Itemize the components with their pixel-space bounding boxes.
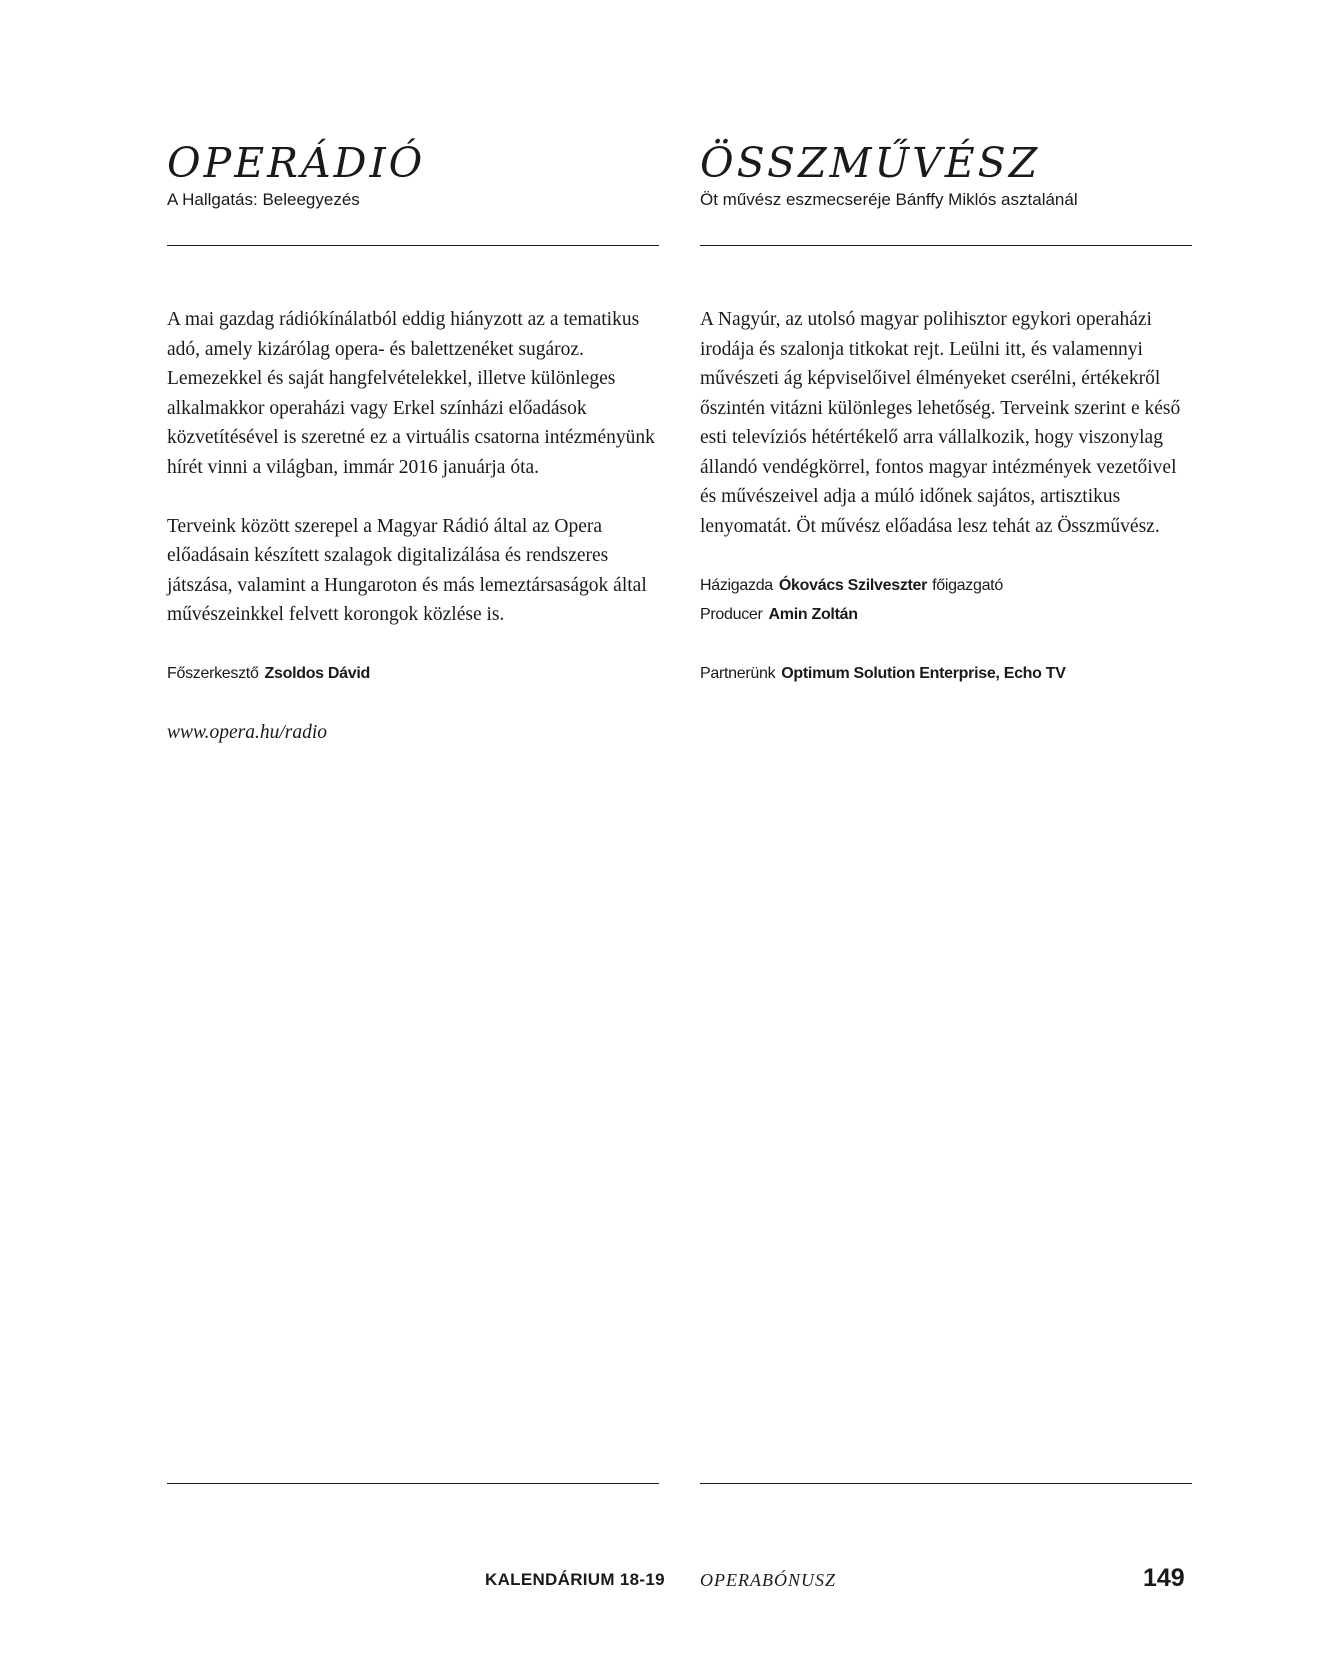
credit-role: főigazgató: [932, 576, 1003, 594]
divider-bottom: [167, 1483, 659, 1484]
credit-name: Zsoldos Dávid: [264, 665, 370, 682]
credits: [167, 659, 659, 689]
credit-line: [167, 659, 659, 689]
website-link[interactable]: www.opera.hu/radio: [167, 722, 327, 743]
page-number: 149: [1143, 1564, 1185, 1592]
section-title: OPERÁDIÓ: [167, 139, 426, 187]
section-subtitle: Öt művész eszmecseréje Bánffy Miklós asztalánál: [700, 190, 1078, 209]
credit-name: Amin Zoltán: [768, 606, 858, 623]
partner-name: Optimum Solution Enterprise, Echo TV: [781, 665, 1066, 682]
paragraph: A mai gazdag rádiókínálatból eddig hiányzott az a tematikus adó, amely kizárólag opera- és balettzenéket sugároz. Lemezekkel és saját hangfelvételekkel, illetve különleges alkalmakkor operaházi vagy Erkel színházi előadások közvetítésével is szeretné ez a virtuális csatorna intézményünk hírét vinni a világban, immár 2016 januárja óta.: [167, 309, 655, 478]
divider-top: [167, 245, 659, 246]
credit-line: [700, 600, 1192, 630]
section-subtitle: A Hallgatás: Beleegyezés: [167, 190, 360, 209]
credit-line: [700, 571, 1192, 601]
credit-label: Házigazda: [700, 576, 773, 594]
credit-name: Ókovács Szilveszter: [778, 576, 928, 594]
partner-label: Partnerünk: [700, 665, 776, 682]
paragraph: Terveink között szerepel a Magyar Rádió által az Opera előadásain készített szalagok digitalizálása és rendszeres játszása, valamint a Hungaroton és más lemeztársaságok által művészeinkkel felvett korongok közlése is.: [167, 515, 647, 625]
partner-line: [700, 659, 1192, 689]
section-body: [167, 305, 659, 748]
credit-label: Főszerkesztő: [167, 665, 259, 682]
footer-publication: KALENDÁRIUM 18-19: [485, 1570, 665, 1589]
divider-top: [700, 245, 1192, 246]
footer-section: OPERABÓNUSZ: [700, 1570, 836, 1590]
paragraph: A Nagyúr, az utolsó magyar polihisztor egykori operaházi irodája és szalonja titkokat rejt. Leülni itt, és valamennyi művészeti ág képviselőivel élményeket cserélni, értékekről őszintén vitázni különleges lehetőség. Terveink szerint e késő esti televíziós hétértékelő arra vállalkozik, hogy viszonylag állandó vendégkörrel, fontos magyar intézmények vezetőivel és művészeivel adja a múló időnek sajátos, artisztikus lenyomatát. Öt művész előadása lesz tehát az Összművész.: [700, 309, 1181, 537]
credits: [700, 571, 1192, 630]
divider-bottom: [700, 1483, 1192, 1484]
credit-label: Producer: [700, 606, 763, 623]
section-title: ÖSSZMŰVÉSZ: [700, 139, 1041, 187]
section-body: [700, 305, 1192, 689]
